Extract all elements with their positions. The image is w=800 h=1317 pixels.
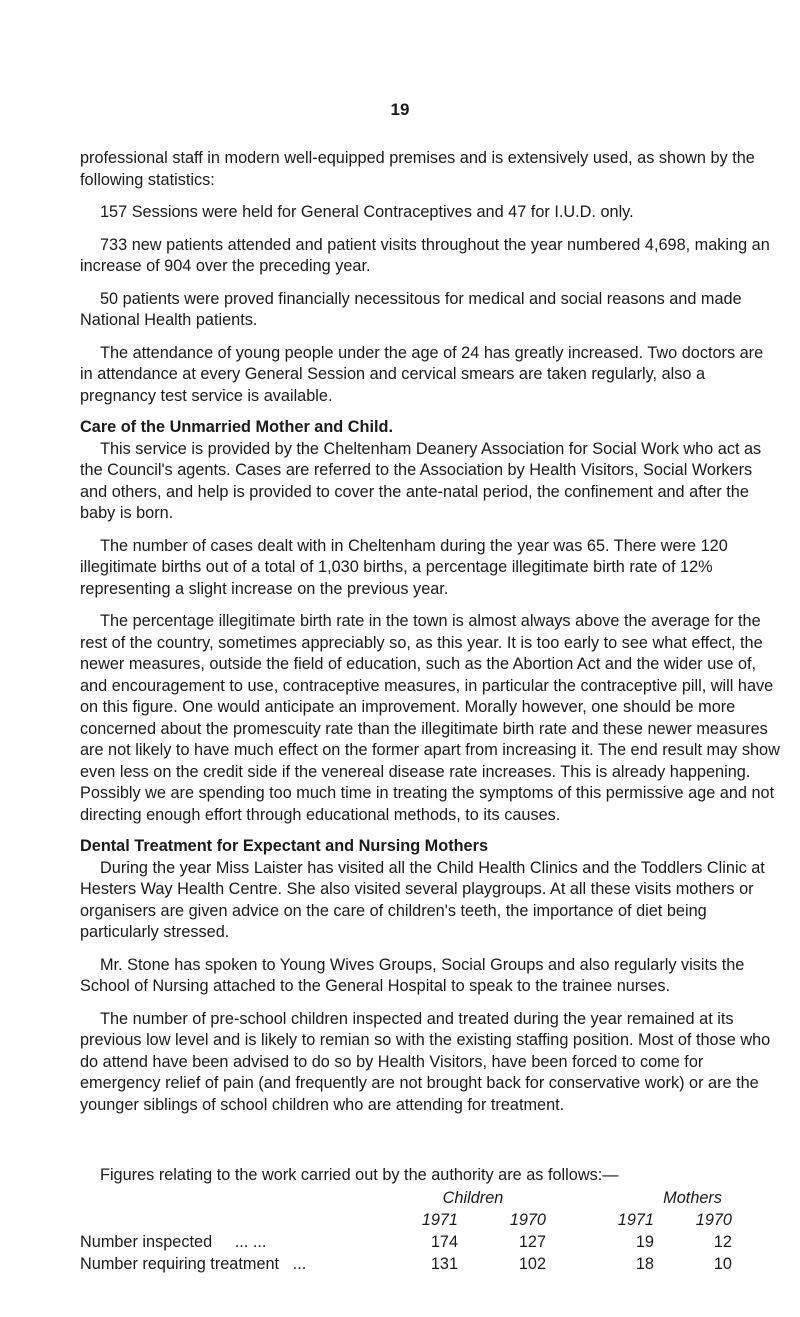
year-header: 1970	[695, 1210, 732, 1229]
paragraph: During the year Miss Laister has visited all the Child Health Clinics and the Toddlers Clinic at Hesters Way Health Centre. She also visited several playgroups. At all these visits mothers or organisers are given advice on the care of children's teeth, the importance of diet being particularly stressed.	[80, 858, 765, 941]
table-row	[80, 1253, 732, 1275]
header-mothers: Mothers	[663, 1188, 722, 1207]
year-header: 1970	[509, 1210, 546, 1229]
paragraph: professional staff in modern well-equipped premises and is extensively used, as shown by the following statistics:	[80, 149, 755, 189]
paragraph: The attendance of young people under the age of 24 has greatly increased. Two doctors are in attendance at every General Session and cervical smears are taken regularly, also a pregnancy test service is available.	[80, 343, 764, 405]
section-heading-dental-treatment: Dental Treatment for Expectant and Nursing Mothers	[80, 837, 489, 855]
table-cell: 174	[430, 1232, 458, 1251]
year-header: 1971	[617, 1210, 654, 1229]
table-cell: 19	[635, 1232, 654, 1251]
table-cell: 127	[518, 1232, 546, 1251]
row-label: Number inspected	[80, 1232, 213, 1251]
header-children: Children	[442, 1188, 504, 1207]
paragraph: Mr. Stone has spoken to Young Wives Groups, Social Groups and also regularly visits the School of Nursing attached to the General Hospital to speak to the trainee nurses.	[80, 955, 745, 995]
table-cell: 131	[430, 1254, 458, 1273]
dental-figures-table	[80, 1187, 732, 1275]
body-text	[80, 148, 780, 1116]
paragraph: The number of pre-school children inspected and treated during the year remained at its previous low level and is likely to remian so with the existing staffing position. Most of those who do attend have been advised to do so by Health Visitors, have been forced to come for emergency relief of pain (and frequently are not brought back for conservative work) or are the younger siblings of school children who are attending for treatment.	[80, 1009, 771, 1114]
paragraph: 50 patients were proved financially necessitous for medical and social reasons and made National Health patients.	[80, 289, 742, 329]
paragraph: The percentage illegitimate birth rate in the town is almost always above the average for the rest of the country, sometimes appreciably so, as this year. It is too early to see what effect, the newer measures, outside the field of education, such as the Abortion Act and the wider use of, and encouragement to use, contraceptive measures, in particular the contraceptive pill, will have on this figure. One would anticipate an improvement. Morally however, one should be more concerned about the promescuity rate than the illegitimate birth rate and these newer measures are not likely to have much effect on the former apart from increasing it. The end result may show even less on the credit side if the venereal disease rate increases. This is already happening. Possibly we are spending too much time in treating the symptoms of this permissive age and not directing enough effort through educational methods, to its causes.	[80, 612, 780, 824]
paragraph: 733 new patients attended and patient visits throughout the year numbered 4,698, making an increase of 904 over the preceding year.	[80, 235, 770, 275]
row-label: Number requiring treatment	[80, 1254, 280, 1273]
figures-intro: Figures relating to the work carried out by the authority are as follows:—	[100, 1166, 619, 1184]
table-cell: 18	[635, 1254, 654, 1273]
table-cell: 10	[713, 1254, 732, 1273]
page-number: 19	[390, 100, 410, 119]
paragraph: This service is provided by the Cheltenham Deanery Association for Social Work who act as the Council's agents. Cases are referred to the Association by Health Visitors, Social Workers and others, and help is provided to cover the ante-natal period, the confinement and after the baby is born.	[80, 439, 762, 522]
table-row	[80, 1231, 732, 1253]
table-cell: 12	[713, 1232, 732, 1251]
paragraph: 157 Sessions were held for General Contraceptives and 47 for I.U.D. only.	[100, 203, 634, 221]
leader-dots: ... ...	[234, 1232, 267, 1251]
table-cell: 102	[518, 1254, 546, 1273]
leader-dots: ...	[292, 1254, 307, 1273]
section-heading-unmarried-mother: Care of the Unmarried Mother and Child.	[80, 418, 393, 436]
year-header: 1971	[421, 1210, 458, 1229]
figures-section	[80, 1165, 780, 1275]
paragraph: The number of cases dealt with in Cheltenham during the year was 65. There were 120 illegitimate births out of a total of 1,030 births, a percentage illegitimate birth rate of 12% representing a slight increase on the previous year.	[80, 536, 728, 598]
